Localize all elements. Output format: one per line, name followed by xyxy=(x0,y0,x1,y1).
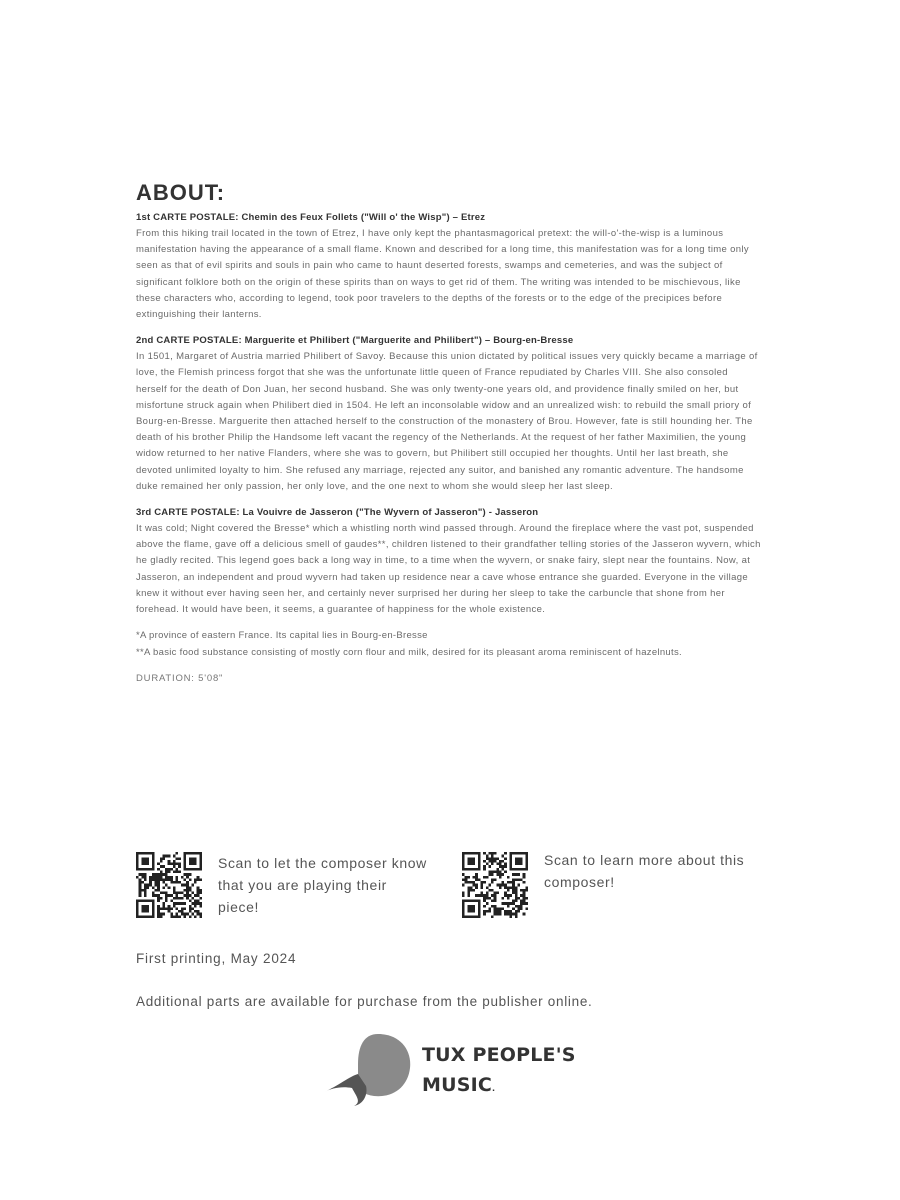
postcard-3-body: It was cold; Night covered the Bresse* which a whistling north wind passed through. Around the fireplace where the vast pot, suspended above the flame, gave off a delicious smell of gaudes**, children listened to their grandfather telling stories of the Jasseron wyvern, which he gladly recited. This legend goes back a long way in time, to a time when the wyvern, or snake fairy, slept near the fountains. Now, at Jasseron, an independent and proud wyvern had taken up residence near a cave whose entrance she guarded. Everyone in the village knew it without ever having seen her, and certainly never surprised her during her sleep to take the carbuncle that shone from her forehead. It would have been, it seems, a guarantee of happiness for the whole existence. xyxy=(136,523,761,616)
qr-block-composer-info xyxy=(462,852,754,918)
qr-code-icon[interactable] xyxy=(136,852,202,918)
postcard-2-body: In 1501, Margaret of Austria married Philibert of Savoy. Because this union dictated by political issues very quickly became a marriage of love, the Flemish princess forgot that she was the unfortunate little queen of France repudiated by Charles VIII. She also consoled herself for the death of Don Juan, her second husband. She was only twenty-one years old, and providence finally smiled on her, but misfortune struck again when Philibert died in 1504. He left an inconsolable widow and an unrealized wish: to rebuild the small priory of Bourg-en-Bresse. Marguerite then attached herself to the construction of the monastery of Brou. However, fate is still hounding her. The death of his brother Philip the Handsome left vacant the regency of the Netherlands. At the request of her father Maximilien, the young widow returned to her native Flanders, where she was to govern, but Philibert still occupied her thoughts. Until her last breath, she devoted unlimited loyalty to him. She refused any marriage, rejected any suitor, and banished any romantic adventure. The handsome duke remained her only passion, her only love, and the one next to whom she would sleep her last sleep. xyxy=(136,351,758,492)
qr-composer-info-text: Scan to learn more about this composer! xyxy=(544,852,745,890)
footnotes xyxy=(136,628,761,661)
publisher-name-line1: TUX PEOPLE'S xyxy=(422,1044,576,1066)
postcard-2-title: 2nd CARTE POSTALE: Marguerite et Philibert ("Marguerite and Philibert") – Bourg-en-Bresse xyxy=(136,335,574,347)
qr-code-icon[interactable] xyxy=(462,852,528,918)
postcard-3-title: 3rd CARTE POSTALE: La Vouivre de Jasseron ("The Wyvern of Jasseron") - Jasseron xyxy=(136,507,539,519)
publisher-name-line2: MUSIC xyxy=(422,1074,493,1096)
postcard-1-body: From this hiking trail located in the town of Etrez, I have only kept the phantasmagorical pretext: the will-o'-the-wisp is a luminous manifestation having the appearance of a small flame. Known and described for a long time, this manifestation was for a long time only seen as that of evil spirits and souls in pain who came to haunt deserted forests, swamps and cemeteries, and was the subject of significant folklore both on the origin of these spirits than on ways to get rid of them. The writing was intended to be mischievous, like these characters who, according to legend, took poor travelers to the depths of the forests or to the edge of the precipices before extinguishing their lanterns. xyxy=(136,228,749,321)
duration-label: DURATION: 5'08" xyxy=(136,673,224,685)
postcard-section-3 xyxy=(136,505,761,618)
postcard-section-1 xyxy=(136,210,761,323)
postcard-section-2 xyxy=(136,333,761,495)
additional-parts-note: Additional parts are available for purchase from the publisher online. xyxy=(136,994,593,1009)
qr-block-composer-contact xyxy=(136,852,428,918)
qr-row xyxy=(136,852,761,922)
speech-bubble-icon xyxy=(318,1030,418,1110)
publisher-logo xyxy=(318,1030,608,1110)
about-page xyxy=(136,180,761,684)
printing-date: First printing, May 2024 xyxy=(136,951,297,966)
footnote-bresse: *A province of eastern France. Its capital lies in Bourg-en-Bresse xyxy=(136,630,428,642)
publisher-name xyxy=(422,1040,576,1104)
publisher-mark: . xyxy=(492,1084,496,1093)
qr-composer-contact-text: Scan to let the composer know that you are playing their piece! xyxy=(218,855,427,915)
footnote-gaudes: **A basic food substance consisting of mostly corn flour and milk, desired for its pleasant aroma reminiscent of hazelnuts. xyxy=(136,646,682,658)
postcard-1-title: 1st CARTE POSTALE: Chemin des Feux Follets ("Will o' the Wisp") – Etrez xyxy=(136,212,486,223)
about-heading: ABOUT: xyxy=(136,180,226,205)
